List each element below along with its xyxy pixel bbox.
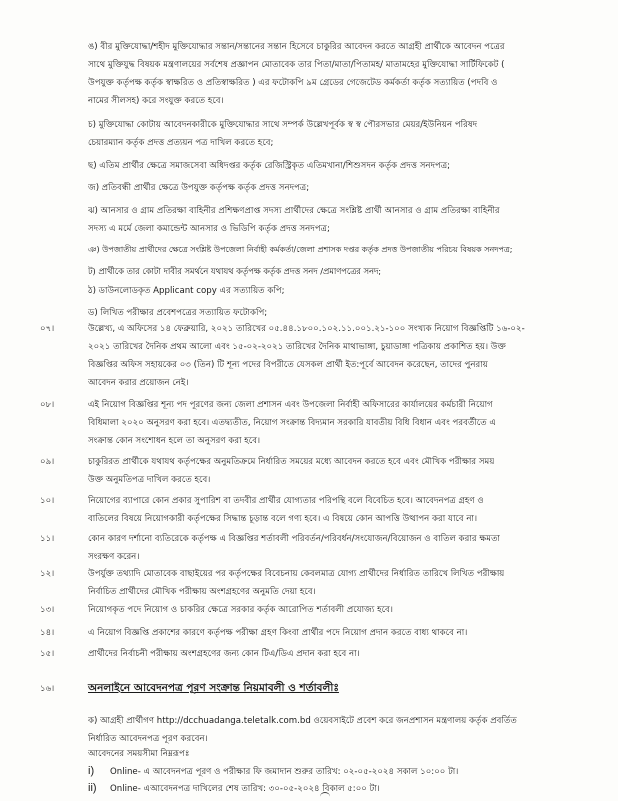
text-line: নিয়োগের ব্যাপারে কোন প্রকার সুপারিশ বা তদবীর প্রার্থীর যোগ্যতার পরিপন্থি বলে বিবেচিত হবে। আবেদনপত্র গ্রহণ ও <box>88 496 484 506</box>
text-line: ২০২১ তারিখের দৈনিক প্রথম আলো এবং ১৫-০২-২০২১ তারিখের দৈনিক মাথাভাঙ্গা, চুয়াডাঙ্গা পত্রিকায় প্রকাশিত হয়। উক্ত <box>88 342 506 352</box>
text-line: নির্ধারিত আবেদনপত্র পূরণ করবেন। <box>88 734 208 744</box>
item-ta: ট) প্রার্থীকে তার কোটা দাবীর সমর্থনে যথাযথ কর্তৃপক্ষ কর্তৃক প্রদত্ত সনদ /প্রমাণপত্রের সনদ; <box>88 266 382 276</box>
text-line: চেয়ারম্যান কর্তৃক প্রদত্ত প্রত্যয়ন পত্র দাখিল করতে হবে; <box>88 138 274 148</box>
text-line: উপযুক্ত কর্তৃপক্ষ কর্তৃক স্বাক্ষরিত ও প্রতিস্বাক্ষরিত ) এর ফটোকপি ৯ম গ্রেডের গেজেটেড কর্মকর্তা কর্তৃক সত্যায়িত (পদবি ও <box>88 78 498 88</box>
text-line: ঙ) বীর মুক্তিযোদ্ধা/শহীদ মুক্তিযোদ্ধার সন্তান/সন্তানের সন্তান হিসেবে চাকুরির আবেদন করতে আগ্রহী প্রার্থীকে আবেদন পত্রের <box>88 42 505 52</box>
section-number: ১১। <box>40 534 55 544</box>
section-number: ১৬। <box>40 684 55 694</box>
text-line: উল্লেখ্য, এ অফিসের ১৪ ফেব্রুয়ারি, ২০২১ তারিখের ০৫.৪৪.১৮০০.১০২.১১.০০১.২১-১০০ সংখ্যক নিয়োগ বিজ্ঞপ্তিটি ১৬-০২- <box>88 324 525 334</box>
text-line: উপর্যুক্ত তথ্যাদি মোতাবেক বাছাইয়ের পর কর্তৃপক্ষের বিবেচনায় কেবলমাত্র যোগ্য প্রার্থীদের নির্ধারিত তারিখে লিখিত পরীক্ষায় <box>88 569 505 579</box>
text-line: আবেদনের সময়সীমা নিম্নরূপঃ <box>88 749 190 759</box>
text-line: সংরক্ষণ করেন। <box>88 552 140 562</box>
text-line: বাতিলের বিষয়ে নিয়োগকারী কর্তৃপক্ষের সিদ্ধান্ত চূড়ান্ত বলে গণ্য হবে। এ বিষয়ে কোন আপত্তি উত্থাপন করা যাবে না। <box>88 514 478 524</box>
text-line: চ) মুক্তিযোদ্ধা কোটায় আবেদনকারীকে মুক্তিযোদ্ধার সাথে সম্পর্ক উল্লেখপূর্বক স্ব স্ব পৌরসভার মেয়র/ইউনিয়ন পরিষদ <box>88 120 478 130</box>
text-line: সাথে মুক্তিযুদ্ধ বিষয়ক মন্ত্রণালয়ের সর্বশেষ প্রজ্ঞাপন মোতাবেক তার পিতা/মাতা/পিতামহ/ মাতামহের মুক্তিযোদ্ধা সার্টিফিকেট ( <box>88 60 505 70</box>
section-number: ০৮। <box>40 400 55 410</box>
text-line: ঝ) আনসার ও গ্রাম প্রতিরক্ষা বাহিনীর প্রশিক্ষণপ্রাপ্ত সদস্য প্রার্থীদের ক্ষেত্রে সংশ্লিষ্ট প্রার্থী আনসার ও গ্রাম প্রতিরক্ষা বাহিনীর <box>88 206 500 216</box>
section-number: ০৭। <box>40 324 55 334</box>
section-number: ১৩। <box>40 605 55 615</box>
item-nya: ঞ) উপজাতীয় প্রার্থীদের ক্ষেত্রে সংশ্লিষ্ট উপজেলা নির্বাহী কর্মকর্তা/জেলা প্রশাসক দপ্তর কর্তৃক প্রদত্ত উপজাতীয় পরিচয় বিষয়ক সনদপত্র; <box>88 245 513 254</box>
timeline-roman: ii) <box>88 782 97 794</box>
section-number: ১৪। <box>40 628 55 638</box>
section-number: ১২। <box>40 569 55 579</box>
item-ja: জ) প্রতিবন্ধী প্রার্থীর ক্ষেত্রে উপযুক্ত কর্তৃপক্ষ কর্তৃক প্রদত্ত সনদপত্র; <box>88 183 310 193</box>
text-line: প্রার্থীদের নির্বাচনী পরীক্ষায় অংশগ্রহণের জন্য কোন টিএ/ডিএ প্রদান করা হবে না। <box>88 649 360 659</box>
item-tha: ঠ) ডাউনলোডকৃত Applicant copy এর সত্যায়িত কপি; <box>88 286 285 296</box>
item-chha: ছ) এতিম প্রার্থীর ক্ষেত্রে সমাজসেবা অধিদপ্তর কর্তৃক রেজিস্ট্রিকৃত এতিমখানা/শিশুসদন কর্তৃক প্রদত্ত সনদপত্র; <box>88 161 451 171</box>
text-line: নামের সীলসহ) করে সংযুক্ত করতে হবে। <box>88 96 224 106</box>
section-number: ১০। <box>40 496 55 506</box>
timeline-item: Online- এ আবেদনপত্র পূরণ ও পরীক্ষার ফি জমাদান শুরুর তারিখ: ০২-০৫-২০২৪ সকাল ১০:০০ টা। <box>110 767 459 777</box>
text-line: উক্ত অনুমতিপত্র দাখিল করতে হবে। <box>88 475 211 485</box>
text-line: বিধিমালা ২০২০ অনুসরণ করা হবে। এতদ্ব্যতীত, নিয়োগ সংক্রান্ত বিদ্যমান সরকারি যাবতীয় বিধি বিধান এবং পরবর্তীতে এ <box>88 418 496 428</box>
text-line: চাকুরিরত প্রার্থীকে যথাযথ কর্তৃপক্ষের অনুমতিক্রমে নির্ধারিত সময়ের মধ্যে আবেদন করতে হবে এবং মৌখিক পরীক্ষার সময় <box>88 457 495 467</box>
text-line: ক) আগ্রহী প্রার্থীগণ http://dcchuadanga.teletalk.com.bd ওয়েবসাইটে প্রবেশ করে জনপ্রশাসন মন্ত্রণালয় কর্তৃক প্রবর্তিত <box>88 716 517 726</box>
section-number: ১৫। <box>40 649 55 659</box>
text-line: সংক্রান্ত কোন সংশোধন হলে তা অনুসরণ করা হবে। <box>88 436 261 446</box>
timeline-item: Online- এআবেদনপত্র দাখিলের শেষ তারিখ: ৩০-০৫-২০২৪ বিকাল ৫:০০ টা। <box>110 784 380 794</box>
timeline-roman: i) <box>88 765 95 777</box>
item-da: ড) লিখিত পরীক্ষার প্রবেশপত্রের সত্যায়িত ফটোকপি; <box>88 308 268 318</box>
text-line: নির্বাচিত প্রার্থীদের মৌখিক পরীক্ষায় অংশগ্রহণের অনুমতি দেয়া হবে। <box>88 587 316 597</box>
section-heading: অনলাইনে আবেদনপত্র পূরণ সংক্রান্ত নিয়মাবলী ও শর্তাবলীঃ <box>88 682 339 694</box>
text-line: আবেদন করার প্রয়োজন নেই। <box>88 378 189 388</box>
text-line: বিজ্ঞপ্তির অফিস সহায়কের ০৩ (তিন) টি শূন্য পদের বিপরীতে যেসকল প্রার্থী ইত:পূর্বে আবেদন করেছেন, তাদের পুনরায় <box>88 360 488 370</box>
section-number: ০৯। <box>40 457 55 467</box>
text-line: সদস্য এ মর্মে জেলা কমান্ডেন্ট আনসার ও ভিডিপি কর্তৃক প্রদত্ত সনদপত্র; <box>88 224 330 234</box>
text-line: কোন কারণ দর্শানো ব্যতিরেকে কর্তৃপক্ষ এ বিজ্ঞপ্তির শর্তাবলী পরিবর্তন/পরিবর্ধন/সংযোজন/বিয়োজন ও বাতিল করার ক্ষমতা <box>88 534 501 544</box>
text-line: নিয়োগকৃত পদে নিয়োগ ও চাকরির ক্ষেত্রে সরকার কর্তৃক আরোপিত শর্তাবলী প্রযোজ্য হবে। <box>88 605 393 615</box>
text-line: এ নিয়োগ বিজ্ঞপ্তি প্রকাশের কারণে কর্তৃপক্ষ পরীক্ষা গ্রহণ কিংবা প্রার্থীর পদে নিয়োগ প্রদান করতে বাধ্য থাকবে না। <box>88 628 468 638</box>
text-line: এই নিয়োগ বিজ্ঞপ্তির শূন্য পদ পূরণের জন্য জেলা প্রশাসন এবং উপজেলা নির্বাহী অফিসারের কার্যালয়ের কর্মচারী নিয়োগ <box>88 400 493 410</box>
